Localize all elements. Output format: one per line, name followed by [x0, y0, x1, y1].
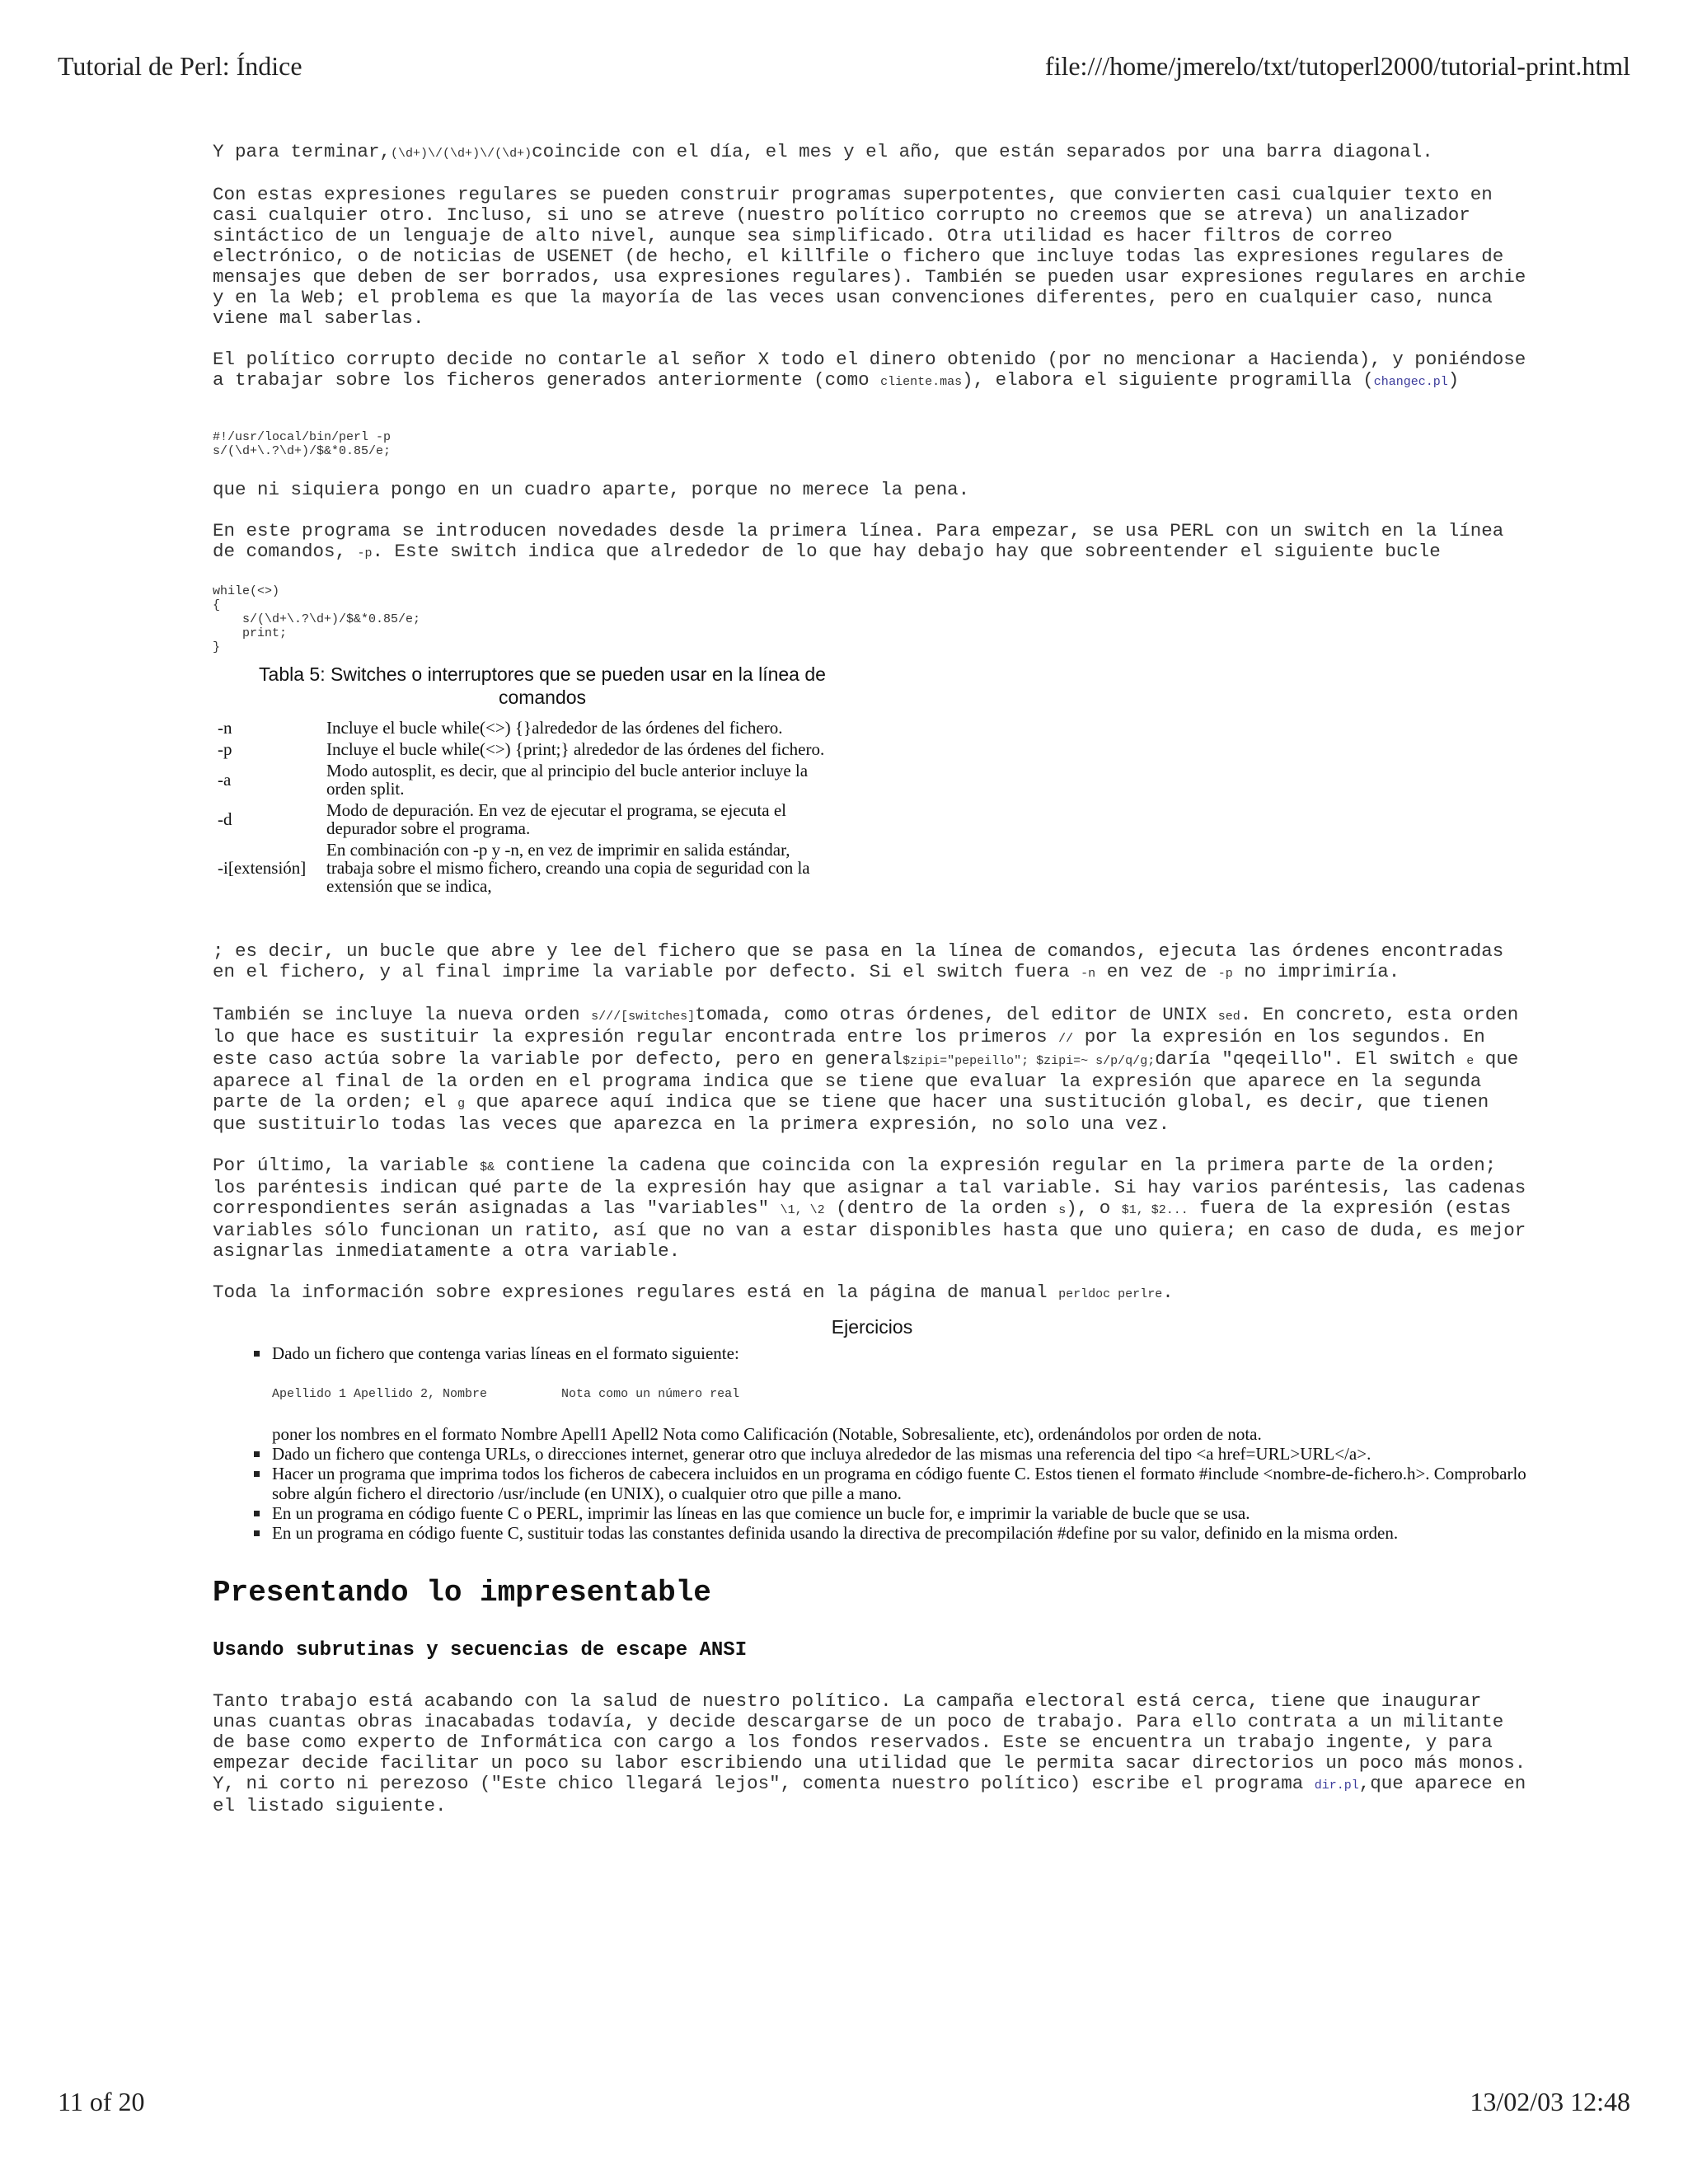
- switch-description: En combinación con -p y -n, en vez de imprimir en salida estándar, trabaja sobre el mismo fichero, creando una copia de seguridad con la extensión que se indica,: [326, 840, 810, 896]
- switch-name: -n: [218, 718, 232, 738]
- paragraph-dir-intro: Tanto trabajo está acabando con la salud de nuestro político. La campaña electoral está cerca, tiene que inaugurar unas cuantas obras inacabadas todavía, y decide descargarse de un poco de trabajo. Para ello contrata a un militante de base como experto de Informática con cargo a los fondos reservados. Este se encuentra un trabajo ingente, y para empezar decide facilitar un poco su labor escribiendo una utilidad que le permita sacar directorios un poco más monos. Y, ni corto ni perezoso ("Este chico llegará lejos", comenta nuestro político) escribe el programa dir.pl,que aparece en el listado siguiente.: [213, 1690, 1526, 1816]
- table-row: [213, 738, 842, 760]
- switch-name: -d: [218, 809, 232, 829]
- switch-description: Incluye el bucle while(<>) {print;} alrededor de las órdenes del fichero.: [326, 739, 825, 759]
- paragraph-no-box: que ni siquiera pongo en un cuadro aparte, porque no merece la pena.: [213, 479, 970, 500]
- section-heading: Presentando lo impresentable: [213, 1576, 711, 1610]
- inline-code: -p: [357, 546, 373, 560]
- table-row: [213, 799, 842, 839]
- table-row: [213, 760, 842, 799]
- switch-description: Modo autosplit, es decir, que al principio del bucle anterior incluye la orden split.: [326, 761, 809, 799]
- code-changec: #!/usr/local/bin/perl -p s/(\d+\.?\d+)/$&*0.85/e;: [213, 430, 392, 458]
- paragraph-regex-power: Con estas expresiones regulares se pueden construir programas superpotentes, que convierten casi cualquier texto en casi cualquier otro. Incluso, si uno se atreve (nuestro político corrupto no creemos que se atreva) un analizador sintáctico de un lenguaje de alto nivel, aunque sea simplificado. Otra utilidad es hacer filtros de correo electrónico, o de noticias de USENET (de hecho, el killfile o fichero que incluye todas las expresiones regulares de mensajes que deben de ser borrados, usa expresiones regulares). También se pueden usar expresiones regulares en archie y en la Web; el problema es que la mayoría de las veces usan convenciones diferentes, pero en cualquier caso, nunca viene mal saberlas.: [213, 184, 1526, 329]
- exercise-format-code: Apellido 1 Apellido 2, Nombre Nota como un número real: [272, 1387, 740, 1401]
- table-caption: Tabla 5: Switches o interruptores que se pueden usar en la línea de comandos: [259, 663, 826, 708]
- paragraph-substitution: También se incluye la nueva orden s///[switches]tomada, como otras órdenes, del editor de UNIX sed. En concreto, esta orden lo que hace es sustituir la expresión regular encontrada entre los primeros // por la expresión en los segundos. En este caso actúa sobre la variable por defecto, pero en general$zipi="pepeillo"; $zipi=~ s/p/q/g;daría "qeqeillo". El switch e que aparece al final de la orden en el programa indica que se tiene que evaluar la expresión que aparece en la segunda parte de la orden; el g que aparece aquí indica que se tiene que hacer una sustitución global, es decir, que tienen que sustituirlo todas las veces que aparezca en la primera expresión, no solo una vez.: [213, 1004, 1519, 1135]
- list-item: En un programa en código fuente C o PERL, imprimir las líneas en las que comience un bucle for, e imprimir la variable de bucle que se usa.: [272, 1503, 1531, 1523]
- dir-pl-link[interactable]: dir.pl: [1314, 1779, 1359, 1793]
- switch-name: -i[extensión]: [218, 858, 307, 878]
- inline-filename: cliente.mas: [880, 375, 963, 389]
- print-datetime: 13/02/03 12:48: [1470, 2087, 1630, 2116]
- header-url: file:///home/jmerelo/txt/tutoperl2000/tutorial-print.html: [1044, 51, 1630, 81]
- paragraph-match-variable: Por último, la variable $& contiene la cadena que coincida con la expresión regular en la primera parte de la orden; los paréntesis indican qué parte de la expresión hay que asignar a tal variable. Si hay varios paréntesis, las cadenas correspondientes serán asignadas a las "variables" \1, \2 (dentro de la orden s), o $1, $2... fuera de la expresión (estas variables sólo funcionan un ratito, así que no van a estar disponibles hasta que uno quiera; en caso de duda, es mejor asignarlas inmediatamente a otra variable.: [213, 1155, 1526, 1262]
- switches-table: [213, 717, 842, 897]
- switch-name: -p: [218, 739, 232, 759]
- list-item: Dado un fichero que contenga varias líneas en el formato siguiente: Apellido 1 Apellido 2, Nombre Nota como un número real poner los nombres en el formato Nombre Apell1 Apell2 Nota como Calificación (Notable, Sobresaliente, etc), ordenándolos por orden de nota.: [272, 1343, 1531, 1444]
- table-row: [213, 839, 842, 897]
- switch-description: Modo de depuración. En vez de ejecutar el programa, se ejecuta el depurador sobre el programa.: [326, 800, 786, 838]
- paragraph-perlre: Toda la información sobre expresiones regulares está en la página de manual perldoc perlre.: [213, 1282, 1174, 1303]
- list-item: En un programa en código fuente C, sustituir todas las constantes definida usando la directiva de precompilación #define por su valor, definido en la misma orden.: [272, 1523, 1531, 1543]
- paragraph-date-regex: Y para terminar,(\d+)\/(\d+)\/(\d+)coincide con el día, el mes y el año, que están separados por una barra diagonal.: [213, 141, 1433, 162]
- exercises-list: [213, 1343, 1531, 1543]
- switch-description: Incluye el bucle while(<>) {}alrededor de las órdenes del fichero.: [326, 718, 783, 738]
- changec-link[interactable]: changec.pl: [1373, 375, 1448, 389]
- list-item: Hacer un programa que imprima todos los ficheros de cabecera incluidos en un programa en código fuente C. Estos tienen el formato #include <nombre-de-fichero.h>. Comprobarlo sobre algún fichero el directorio /usr/include (en UNIX), o cualquier otro que pille a mano.: [272, 1464, 1531, 1503]
- page-number: 11 of 20: [58, 2087, 145, 2116]
- header-title: Tutorial de Perl: Índice: [58, 51, 302, 81]
- paragraph-switch-p: En este programa se introducen novedades desde la primera línea. Para empezar, se usa PERL con un switch en la línea de comandos, -p. Este switch indica que alrededor de lo que hay debajo hay que sobreentender el siguiente bucle: [213, 520, 1504, 562]
- subsection-heading: Usando subrutinas y secuencias de escape ANSI: [213, 1639, 748, 1661]
- paragraph-changec-intro: El político corrupto decide no contarle al señor X todo el dinero obtenido (por no mencionar a Hacienda), y poniéndose a trabajar sobre los ficheros generados anteriormente (como cliente.mas), elabora el siguiente programilla (changec.pl): [213, 349, 1526, 391]
- paragraph-loop-explain: ; es decir, un bucle que abre y lee del fichero que se pasa en la línea de comandos, ejecuta las órdenes encontradas en el fichero, y al final imprime la variable por defecto. Si el switch fuera -n en vez de -p no imprimiría.: [213, 940, 1504, 982]
- exercises-title: Ejercicios: [831, 1316, 913, 1338]
- code-while-loop: while(<>) { s/(\d+\.?\d+)/$&*0.85/e; print; }: [213, 584, 421, 654]
- list-item: Dado un fichero que contenga URLs, o direcciones internet, generar otro que incluya alrededor de las mismas una referencia del tipo <a href=URL>URL</a>.: [272, 1444, 1531, 1464]
- inline-code: (\d+)\/(\d+)\/(\d+): [391, 147, 532, 161]
- table-row: [213, 717, 842, 738]
- main-content: [213, 142, 1531, 1837]
- switch-name: -a: [218, 770, 232, 790]
